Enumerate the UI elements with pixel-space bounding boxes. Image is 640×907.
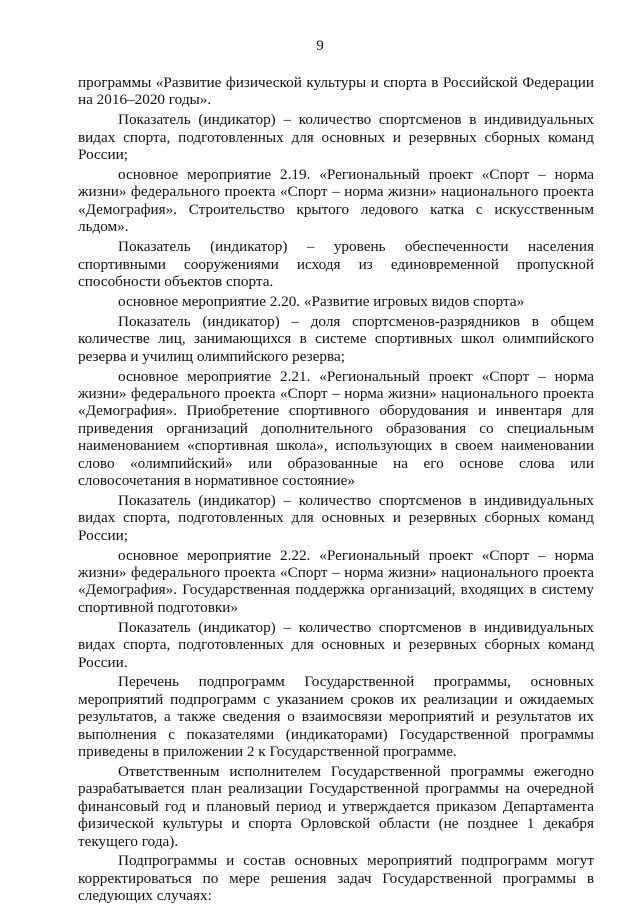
paragraph-indicator-athletes-1: Показатель (индикатор) – количество спортсменов в индивидуальных видах спорта, подготовленных для основных и резервных сборных команд России; [78,111,594,164]
paragraph-indicator-facilities: Показатель (индикатор) – уровень обеспеченности населения спортивными сооружениями исходя из единовременной пропускной способности объектов спорта. [78,238,594,290]
paragraph-measure-2-20: основное мероприятие 2.20. «Развитие игровых видов спорта» [118,292,525,310]
document-body [78,74,594,907]
paragraph-indicator-athletes-3: Показатель (индикатор) – количество спортсменов в индивидуальных видах спорта, подготовленных для основных и резервных сборных команд России. [78,618,594,671]
paragraph-subprogram-list: Перечень подпрограмм Государственной программы, основных мероприятий подпрограмм с указанием сроков их реализации и ожидаемых результатов, а также сведения о взаимосвязи мероприятий и результатов их выполнения с показателями (индикаторами) Государственной программы приведены в приложении 2 к Государственной программе. [78,673,594,761]
paragraph-program-continuation: программы «Развитие физической культуры и спорта в Российской Федерации на 2016–2020 годы». [78,74,594,109]
paragraph-indicator-ranked-athletes: Показатель (индикатор) – доля спортсменов-разрядников в общем количестве лиц, занимающихся в системе спортивных школ олимпийского резерва и училищ олимпийского резерва; [78,312,594,365]
paragraph-measure-2-19: основное мероприятие 2.19. «Региональный проект «Спорт – норма жизни» федерального проекта «Спорт – норма жизни» национального проекта «Демография». Строительство крытого ледового катка с искусственным льдом». [78,166,594,236]
paragraph-indicator-athletes-2: Показатель (индикатор) – количество спортсменов в индивидуальных видах спорта, подготовленных для основных и резервных сборных команд России; [78,491,594,544]
paragraph-measure-2-22: основное мероприятие 2.22. «Региональный проект «Спорт – норма жизни» федерального проекта «Спорт – норма жизни» национального проекта «Демография». Государственная поддержка организаций, входящих в систему спортивной подготовки» [78,546,594,616]
paragraph-adjustment-cases: Подпрограммы и состав основных мероприятий подпрограмм могут корректироваться по мере решения задач Государственной программы в следующих случаях: [78,852,594,905]
paragraph-measure-2-21: основное мероприятие 2.21. «Региональный проект «Спорт – норма жизни» федерального проекта «Спорт – норма жизни» национального проекта «Демография». Приобретение спортивного оборудования и инвентаря для приведения организаций дополнительного образования со специальным наименованием «спортивная школа», использующих в своем наименовании слово «олимпийский» или образованные на его основе слова или словосочетания в нормативное состояние» [78,367,594,489]
page-number: 9 [316,38,324,54]
paragraph-responsible-executor: Ответственным исполнителем Государственной программы ежегодно разрабатывается план реализации Государственной программы на очередной финансовый год и плановый период и утверждается приказом Департамента физической культуры и спорта Орловской области (не позднее 1 декабря текущего года). [78,762,594,850]
